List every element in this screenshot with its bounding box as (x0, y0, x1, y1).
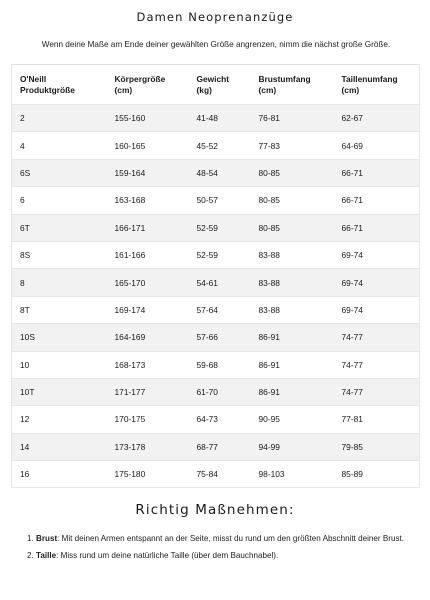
table-row (12, 433, 420, 460)
table-header-row (12, 65, 420, 105)
cell-height: 161-166 (107, 241, 189, 268)
table-row (12, 187, 420, 214)
list-item (36, 532, 416, 546)
cell-waist: 74-77 (334, 324, 420, 351)
cell-size: 6 (12, 187, 107, 214)
cell-height: 173-178 (107, 433, 189, 460)
cell-waist: 74-77 (334, 378, 420, 405)
cell-height: 169-174 (107, 296, 189, 323)
cell-height: 166-171 (107, 214, 189, 241)
table-row (12, 324, 420, 351)
cell-waist: 69-74 (334, 296, 420, 323)
cell-size: 12 (12, 406, 107, 433)
table-row (12, 105, 420, 132)
cell-height: 155-160 (107, 105, 189, 132)
table-row (12, 351, 420, 378)
cell-height: 170-175 (107, 406, 189, 433)
cell-chest: 94-99 (251, 433, 334, 460)
cell-chest: 83-88 (251, 269, 334, 296)
measure-list (24, 532, 416, 565)
table-body (12, 105, 420, 488)
cell-weight: 48-54 (189, 159, 251, 186)
cell-chest: 86-91 (251, 351, 334, 378)
header-weight: Gewicht (kg) (189, 65, 251, 105)
cell-size: 14 (12, 433, 107, 460)
cell-weight: 75-84 (189, 461, 251, 488)
cell-size: 10 (12, 351, 107, 378)
cell-size: 8S (12, 241, 107, 268)
cell-weight: 41-48 (189, 105, 251, 132)
cell-waist: 69-74 (334, 269, 420, 296)
header-size: O'Neill Produktgröße (12, 65, 107, 105)
tip-term: Taille (36, 550, 57, 560)
table-row (12, 214, 420, 241)
measure-title: Richtig Maßnehmen: (135, 502, 295, 518)
cell-size: 8 (12, 269, 107, 296)
page-title: Damen Neoprenanzüge (136, 10, 294, 24)
table-row (12, 269, 420, 296)
cell-height: 164-169 (107, 324, 189, 351)
table-row (12, 132, 420, 159)
table-row (12, 461, 420, 488)
cell-size: 4 (12, 132, 107, 159)
cell-weight: 68-77 (189, 433, 251, 460)
table-row (12, 159, 420, 186)
cell-chest: 86-91 (251, 378, 334, 405)
cell-height: 168-173 (107, 351, 189, 378)
cell-chest: 83-88 (251, 296, 334, 323)
cell-size: 6S (12, 159, 107, 186)
cell-size: 6T (12, 214, 107, 241)
tip-text: : Mit deinen Armen entspannt an der Seite, misst du rund um den größten Abschnitt deiner Brust. (57, 534, 405, 543)
cell-weight: 57-64 (189, 296, 251, 323)
table-row (12, 296, 420, 323)
cell-weight: 64-73 (189, 406, 251, 433)
table-row (12, 241, 420, 268)
cell-waist: 85-89 (334, 461, 420, 488)
cell-waist: 74-77 (334, 351, 420, 378)
cell-weight: 52-59 (189, 214, 251, 241)
cell-size: 10T (12, 378, 107, 405)
cell-waist: 77-81 (334, 406, 420, 433)
cell-weight: 52-59 (189, 241, 251, 268)
cell-waist: 64-69 (334, 132, 420, 159)
table-row (12, 378, 420, 405)
cell-chest: 80-85 (251, 159, 334, 186)
cell-waist: 66-71 (334, 159, 420, 186)
cell-chest: 80-85 (251, 214, 334, 241)
intro-text: Wenn deine Maße am Ende deiner gewählten Größe angrenzen, nimm die nächst große Größe. (41, 40, 391, 49)
header-waist: Taillenumfang (cm) (334, 65, 420, 105)
cell-weight: 57-66 (189, 324, 251, 351)
header-chest: Brustumfang (cm) (251, 65, 334, 105)
cell-size: 8T (12, 296, 107, 323)
table-row (12, 406, 420, 433)
cell-chest: 80-85 (251, 187, 334, 214)
tip-term: Brust (36, 534, 58, 543)
cell-weight: 50-57 (189, 187, 251, 214)
cell-waist: 66-71 (334, 214, 420, 241)
cell-size: 16 (12, 461, 107, 488)
cell-chest: 77-83 (251, 132, 334, 159)
cell-size: 10S (12, 324, 107, 351)
cell-height: 175-180 (107, 461, 189, 488)
cell-height: 171-177 (107, 378, 189, 405)
cell-chest: 83-88 (251, 241, 334, 268)
cell-height: 165-170 (107, 269, 189, 296)
cell-height: 163-168 (107, 187, 189, 214)
cell-size: 2 (12, 105, 107, 132)
cell-height: 159-164 (107, 159, 189, 186)
cell-chest: 90-95 (251, 406, 334, 433)
cell-height: 160-165 (107, 132, 189, 159)
cell-weight: 54-61 (189, 269, 251, 296)
tip-text: : Miss rund um deine natürliche Taille (über dem Bauchnabel). (56, 550, 279, 560)
size-table (11, 64, 420, 488)
cell-chest: 98-103 (251, 461, 334, 488)
header-height: Körpergröße (cm) (107, 65, 189, 105)
cell-waist: 66-71 (334, 187, 420, 214)
cell-waist: 69-74 (334, 241, 420, 268)
cell-chest: 86-91 (251, 324, 334, 351)
cell-weight: 59-68 (189, 351, 251, 378)
cell-waist: 79-85 (334, 433, 420, 460)
cell-weight: 61-70 (189, 378, 251, 405)
cell-weight: 45-52 (189, 132, 251, 159)
list-item (36, 549, 416, 563)
cell-waist: 62-67 (334, 105, 420, 132)
cell-chest: 76-81 (251, 105, 334, 132)
